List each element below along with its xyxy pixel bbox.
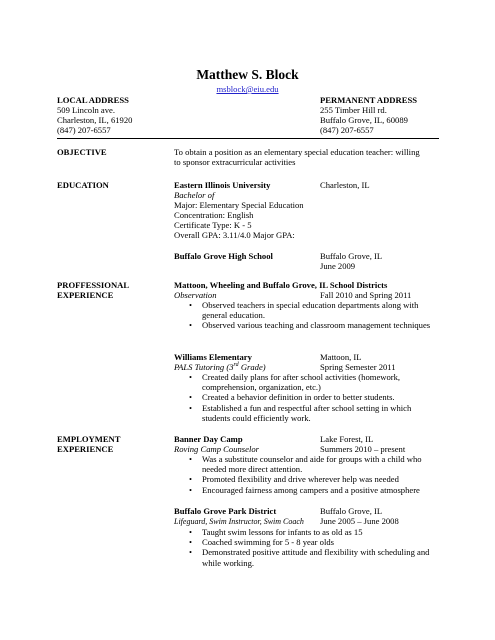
park-location: Buffalo Grove, IL	[320, 506, 383, 516]
list-item: • Taught swim lessons for infants to as old as 15	[174, 527, 440, 537]
mattoon-title: Mattoon, Wheeling and Buffalo Grove, IL School Districts	[174, 280, 388, 290]
list-item: • Coached swimming for 5 - 8 year olds	[174, 537, 440, 547]
williams-bullet-list	[174, 372, 440, 423]
list-item: • Demonstrated positive attitude and flexibility with scheduling and while working.	[174, 547, 440, 567]
eiu-degree: Bachelor of	[174, 190, 215, 200]
objective-line-1: To obtain a position as an elementary special education teacher: willing	[174, 147, 420, 157]
williams-dates: Spring Semester 2011	[320, 362, 396, 372]
objective-heading: OBJECTIVE	[57, 147, 107, 157]
candidate-name: Matthew S. Block	[196, 67, 299, 82]
list-item: • Created a behavior definition in order to better students.	[174, 392, 440, 402]
banner-bullet-list	[174, 454, 440, 495]
mattoon-role: Observation	[174, 290, 217, 300]
local-street: 509 Lincoln ave.	[57, 105, 115, 115]
education-heading: EDUCATION	[57, 180, 109, 190]
banner-role: Roving Camp Counselor	[174, 444, 259, 454]
bghs-location: Buffalo Grove, IL	[320, 251, 383, 261]
eiu-major: Major: Elementary Special Education	[174, 200, 304, 210]
park-dates: June 2005 – June 2008	[320, 516, 399, 526]
list-item: • Created daily plans for after school activities (homework, comprehension, organization, etc.)	[174, 372, 440, 392]
eiu-name: Eastern Illinois University	[174, 180, 271, 190]
list-item: • Observed teachers in special education departments along with general education.	[174, 300, 434, 320]
eiu-gpa: Overall GPA: 3.11/4.0 Major GPA:	[174, 230, 295, 240]
objective-line-2: to sponsor extracurricular activities	[174, 157, 296, 167]
local-phone: (847) 207-6557	[57, 125, 111, 135]
list-item: • Observed various teaching and classroom management techniques	[174, 320, 434, 330]
permanent-street: 255 Timber Hill rd.	[320, 105, 387, 115]
professional-heading-line-1: PROFFESSIONAL	[57, 280, 130, 290]
bghs-date: June 2009	[320, 261, 356, 271]
mattoon-dates: Fall 2010 and Spring 2011	[320, 290, 412, 300]
park-bullet-list	[174, 527, 440, 568]
banner-name: Banner Day Camp	[174, 434, 243, 444]
employment-heading-line-1: EMPLOYMENT	[57, 434, 121, 444]
eiu-certificate: Certificate Type: K - 5	[174, 220, 252, 230]
eiu-concentration: Concentration: English	[174, 210, 254, 220]
williams-role: PALS Tutoring (3rd Grade)	[174, 362, 266, 372]
williams-name: Williams Elementary	[174, 352, 252, 362]
mattoon-bullet-list	[174, 300, 434, 331]
list-item: • Was a substitute counselor and aide for groups with a child who needed more direct attention.	[174, 454, 440, 474]
local-address-heading: LOCAL ADDRESS	[57, 95, 129, 105]
header-divider	[57, 138, 439, 139]
list-item: • Established a fun and respectful after school setting in which students could efficiently work.	[174, 403, 440, 423]
professional-heading-line-2: EXPERIENCE	[57, 290, 114, 300]
list-item: • Promoted flexibility and drive wherever help was needed	[174, 474, 440, 484]
bghs-name: Buffalo Grove High School	[174, 251, 273, 261]
eiu-location: Charleston, IL	[320, 180, 370, 190]
permanent-city: Buffalo Grove, IL, 60089	[320, 115, 408, 125]
banner-dates: Summers 2010 – present	[320, 444, 406, 454]
permanent-phone: (847) 207-6557	[320, 125, 374, 135]
park-name: Buffalo Grove Park District	[174, 506, 277, 516]
park-role: Lifeguard, Swim Instructor, Swim Coach	[174, 517, 304, 526]
local-city: Charleston, IL, 61920	[57, 115, 133, 125]
williams-location: Mattoon, IL	[320, 352, 362, 362]
permanent-address-heading: PERMANENT ADDRESS	[320, 95, 418, 105]
employment-heading-line-2: EXPERIENCE	[57, 444, 114, 454]
email-link[interactable]: msblock@eiu.edu	[216, 84, 279, 94]
list-item: • Encouraged fairness among campers and a positive atmosphere	[174, 485, 440, 495]
banner-location: Lake Forest, IL	[320, 434, 374, 444]
